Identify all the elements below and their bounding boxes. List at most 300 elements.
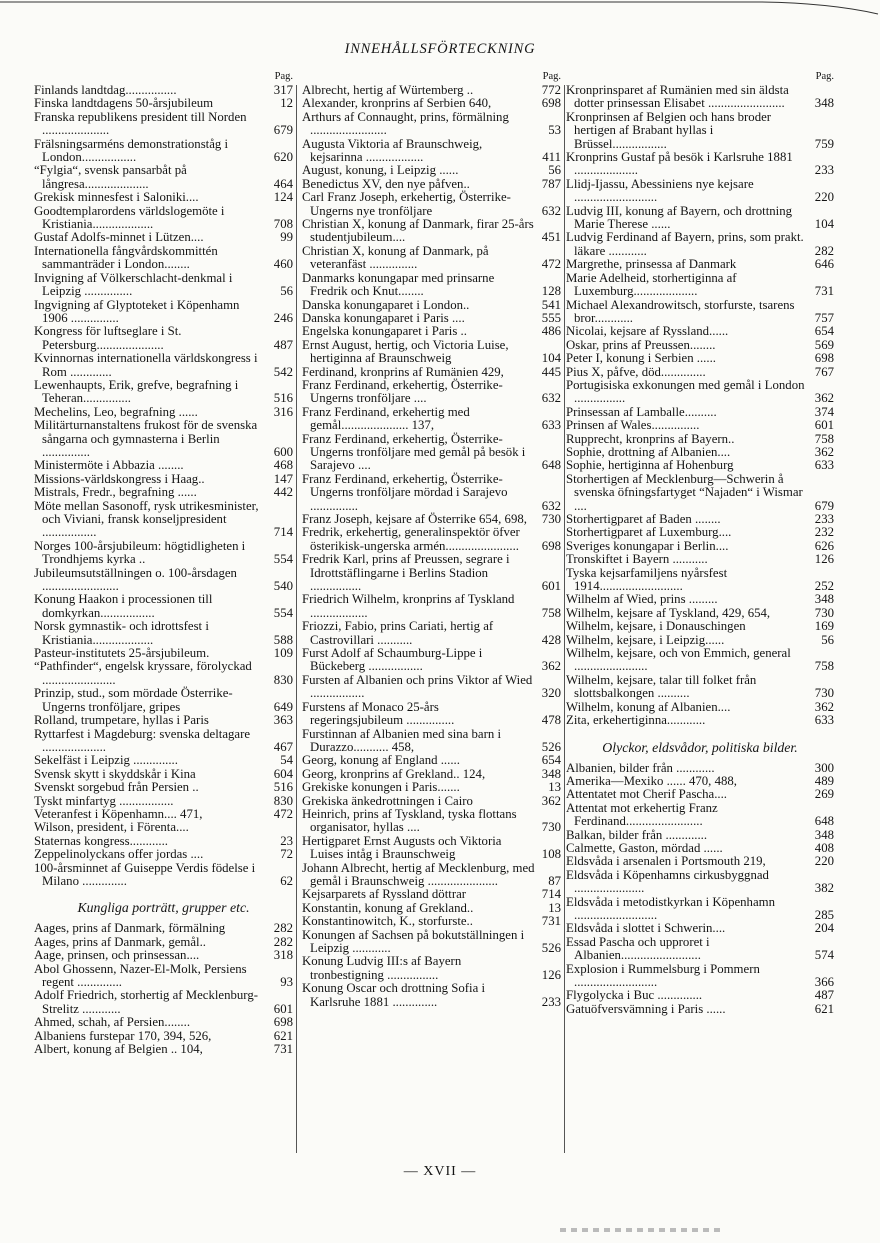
entry-page-number: 730 — [814, 686, 834, 701]
entry-text: Christian X, konung af Danmark, på veteranfäst ............... — [302, 243, 489, 272]
index-entry — [34, 191, 293, 204]
index-entry — [566, 989, 834, 1002]
entry-text: Albaniens furstepar 170, 394, 526, — [34, 1028, 212, 1043]
section-heading: Olyckor, eldsvådor, politiska bilder. — [602, 739, 798, 755]
entry-page-number: 654 — [541, 753, 561, 768]
index-entry — [302, 379, 561, 406]
entry-page-number: 526 — [541, 739, 561, 754]
index-entry — [34, 272, 293, 299]
index-entry — [566, 674, 834, 701]
entry-text: Franz Joseph, kejsare af Österrike 654, 698, — [302, 512, 527, 526]
index-entry — [302, 862, 561, 889]
index-entry — [34, 84, 293, 97]
index-entry — [566, 513, 834, 526]
entry-text: Portugisiska exkonungen med gemål i London ................ — [566, 377, 805, 406]
page-number-footer: — XVII — — [403, 1164, 477, 1179]
entry-text: Eldsvåda i Köpenhamns cirkusbyggnad ...................... — [566, 867, 769, 896]
entry-text: Georg, kronprins af Grekland.. 124, — [302, 766, 486, 781]
entry-page-number: 588 — [273, 632, 293, 647]
index-entry — [34, 936, 293, 949]
index-entry — [566, 620, 834, 633]
index-entry — [566, 842, 834, 855]
entry-page-number: 714 — [273, 525, 293, 540]
index-entry — [34, 473, 293, 486]
index-entry — [302, 164, 561, 177]
entry-page-number: 54 — [280, 753, 293, 768]
entry-page-number: 714 — [541, 887, 561, 902]
index-entry — [566, 446, 834, 459]
index-entry — [34, 299, 293, 326]
entry-page-number: 626 — [814, 538, 834, 553]
entry-text: Ministermöte i Abbazia ........ — [34, 458, 184, 473]
entry-text: Llidj-Ijassu, Abessiniens nye kejsare .......................... — [566, 176, 754, 205]
entry-text: Tronskiftet i Bayern ........... — [566, 552, 708, 567]
entry-text: Zita, erkehertiginna............ — [566, 713, 706, 728]
entry-text: Gatuöfversvämning i Paris ...... — [566, 1001, 726, 1016]
entry-page-number: 758 — [814, 659, 834, 674]
index-entry — [302, 674, 561, 701]
index-entry — [566, 366, 834, 379]
index-entry — [302, 768, 561, 781]
entry-page-number: 830 — [273, 672, 293, 687]
entry-page-number: 554 — [273, 605, 293, 620]
entry-text: Wilhelm, kejsare af Tyskland, 429, 654, — [566, 605, 771, 620]
entry-text: Furstinnan af Albanien med sina barn i Durazzo........... 458, — [302, 726, 502, 754]
index-entry — [302, 339, 561, 366]
entry-text: Invigning af Völkerschlacht-denkmal i Leipzig ............... — [34, 270, 233, 299]
entry-page-number: 104 — [541, 351, 561, 366]
entry-text: Lewenhaupts, Erik, grefve, begrafning i Teheran............... — [34, 377, 239, 406]
entry-text: Fursten af Albanien och prins Viktor af Wied ................. — [302, 672, 533, 701]
index-entry — [34, 205, 293, 232]
index-entry — [302, 754, 561, 767]
entry-page-number: 830 — [273, 793, 293, 808]
entry-page-number: 468 — [273, 458, 293, 473]
entry-text: Finska landtdagens 50-årsjubileum — [34, 96, 214, 111]
index-entry — [566, 896, 834, 923]
index-entry — [302, 888, 561, 901]
entry-page-number: 648 — [814, 814, 834, 829]
index-entry — [34, 138, 293, 165]
entry-text: Internationella fångvårdskommittén sammanträder i London........ — [34, 243, 218, 272]
index-entry — [566, 339, 834, 352]
entry-text: Svensk skytt i skyddskår i Kina — [34, 766, 196, 781]
index-entry — [302, 325, 561, 338]
entry-text: “Fylgia“, svensk pansarbåt på långresa.................... — [34, 163, 187, 191]
entry-page-number: 362 — [814, 391, 834, 406]
entry-page-number: 478 — [541, 713, 561, 728]
entry-text: Albrecht, hertig af Würtemberg .. — [302, 83, 474, 97]
entry-text: Konung Oscar och drottning Sofia i Karlsruhe 1881 .............. — [302, 981, 486, 1009]
entry-page-number: 23 — [280, 833, 293, 848]
entry-page-number: 56 — [548, 163, 561, 178]
index-entry — [34, 379, 293, 406]
entry-text: Rupprecht, kronprins af Bayern.. — [566, 431, 735, 446]
entry-page-number: 633 — [541, 418, 561, 433]
index-entry — [566, 473, 834, 513]
index-entry — [566, 775, 834, 788]
index-entry — [34, 647, 293, 660]
entry-page-number: 348 — [814, 827, 834, 842]
entry-text: Konung Haakon i processionen till domkyrkan................. — [34, 592, 213, 620]
entry-page-number: 13 — [548, 900, 561, 915]
entry-page-number: 411 — [542, 150, 561, 165]
index-entry — [34, 660, 293, 687]
index-entry — [34, 1043, 293, 1056]
entry-text: Kronprinsen af Belgien och hans broder hertigen af Brabant hyllas i Brüssel................. — [566, 109, 772, 151]
entry-page-number: 472 — [273, 806, 293, 821]
entry-page-number: 93 — [280, 975, 293, 989]
entry-text: Wilhelm, kejsare, och von Emmich, general ....................... — [566, 646, 791, 674]
entry-text: Heinrich, prins af Tyskland, tyska flottans organisator, hyllas .... — [302, 806, 517, 835]
entry-text: Fredrik Karl, prins af Preussen, segrare i Idrottstäflingarne i Berlins Stadion ................ — [302, 552, 510, 594]
index-entry — [34, 419, 293, 459]
index-entry — [302, 272, 561, 299]
entry-page-number: 731 — [814, 284, 834, 299]
entry-page-number: 730 — [541, 512, 561, 526]
entry-page-number: 318 — [273, 948, 293, 963]
entry-page-number: 232 — [814, 525, 834, 540]
index-entry — [34, 486, 293, 499]
entry-page-number: 451 — [541, 230, 561, 245]
index-entry — [34, 325, 293, 352]
index-entry — [34, 862, 293, 889]
entry-page-number: 757 — [814, 310, 834, 325]
entry-text: Wilhelm, kejsare, i Leipzig...... — [566, 632, 725, 647]
entry-text: “Pathfinder“, engelsk kryssare, förolyckad ....................... — [34, 659, 252, 687]
entry-page-number: 362 — [541, 793, 561, 808]
entry-text: Wilhelm af Wied, prins ......... — [566, 592, 718, 607]
entry-page-number: 767 — [814, 364, 834, 379]
index-entry — [566, 151, 834, 178]
entry-page-number: 604 — [273, 766, 293, 781]
entry-page-number: 600 — [273, 444, 293, 459]
entry-text: Flygolycka i Buc .............. — [566, 988, 703, 1003]
entry-text: Prinsessan af Lamballe.......... — [566, 404, 717, 419]
entry-text: Furst Adolf af Schaumburg-Lippe i Bückeberg ................. — [302, 646, 483, 674]
entry-page-number: 126 — [814, 552, 834, 567]
entry-page-number: 787 — [541, 176, 561, 191]
index-entry — [302, 138, 561, 165]
entry-text: Norges 100-årsjubileum: högtidligheten i Trondhjems kyrka .. — [34, 538, 246, 567]
entry-text: Augusta Viktoria af Braunschweig, kejsarinna .................. — [302, 136, 483, 165]
column-divider — [296, 85, 297, 1153]
index-entry — [566, 829, 834, 842]
entry-text: Sophie, hertiginna af Hohenburg — [566, 458, 734, 473]
entry-text: Alexander, kronprins af Serbien 640, — [302, 96, 492, 111]
index-entry — [34, 111, 293, 138]
entry-text: Friedrich Wilhelm, kronprins af Tyskland .................. — [302, 592, 515, 620]
entry-page-number: 621 — [814, 1001, 834, 1016]
entry-page-number: 374 — [814, 404, 834, 419]
entry-text: Goodtemplarordens världslogemöte i Kristiania................... — [34, 203, 225, 232]
entry-page-number: 621 — [273, 1028, 293, 1043]
entry-text: Tyskt minfartyg ................. — [34, 793, 174, 808]
index-entry — [566, 634, 834, 647]
entry-page-number: 464 — [273, 176, 293, 191]
index-entry — [566, 855, 834, 868]
entry-page-number: 698 — [273, 1015, 293, 1030]
index-entry — [566, 406, 834, 419]
entry-page-number: 730 — [541, 820, 561, 835]
entry-text: Arthurs af Connaught, prins, förmälning ........................ — [302, 109, 509, 138]
entry-page-number: 554 — [273, 552, 293, 567]
entry-page-number: 654 — [814, 324, 834, 339]
entry-page-number: 366 — [814, 975, 834, 989]
entry-page-number: 362 — [814, 699, 834, 714]
index-entry — [302, 245, 561, 272]
index-entry — [34, 620, 293, 647]
entry-page-number: 445 — [541, 364, 561, 379]
entry-text: Sveriges konungapar i Berlin.... — [566, 538, 729, 553]
index-entry — [302, 795, 561, 808]
entry-text: Attentat mot erkehertig Franz Ferdinand........................ — [566, 800, 718, 829]
entry-page-number: 108 — [541, 847, 561, 862]
entry-page-number: 147 — [273, 471, 293, 486]
entry-text: Svenskt sorgebud från Persien .. — [34, 780, 199, 795]
entry-text: Abol Ghossenn, Nazer-El-Molk, Persiens regent .............. — [34, 961, 247, 989]
entry-page-number: 56 — [821, 632, 834, 647]
index-entry — [34, 714, 293, 727]
entry-page-number: 56 — [280, 284, 293, 299]
entry-page-number: 679 — [273, 123, 293, 138]
entry-text: Engelska konungaparet i Paris .. — [302, 324, 467, 339]
entry-text: Eldsvåda i slottet i Schwerin.... — [566, 921, 726, 936]
index-entry — [566, 647, 834, 674]
entry-text: Konstantin, konung af Grekland.. — [302, 900, 474, 915]
entry-page-number: 408 — [814, 840, 834, 855]
entry-page-number: 233 — [814, 163, 834, 178]
entry-page-number: 526 — [541, 941, 561, 955]
entry-text: Franz Ferdinand, erkehertig, Österrike-Ungerns tronföljare .... — [302, 377, 503, 406]
entry-text: Ludvig III, konung af Bayern, och drottning Marie Therese ...... — [566, 203, 793, 232]
entry-page-number: 169 — [814, 619, 834, 634]
entry-text: Attentatet mot Cherif Pascha.... — [566, 787, 727, 802]
index-entry — [34, 593, 293, 620]
entry-page-number: 758 — [814, 431, 834, 446]
index-entry — [302, 902, 561, 915]
index-entry — [302, 593, 561, 620]
entry-page-number: 460 — [273, 257, 293, 272]
entry-page-number: 233 — [541, 994, 561, 1009]
entry-page-number: 516 — [273, 780, 293, 795]
index-entry — [566, 607, 834, 620]
index-entry — [302, 433, 561, 473]
index-entry — [566, 84, 834, 111]
entry-page-number: 246 — [273, 310, 293, 325]
index-entry — [302, 312, 561, 325]
entry-text: Pasteur-institutets 25-årsjubileum. — [34, 646, 210, 661]
entry-page-number: 649 — [273, 699, 293, 714]
entry-text: Aage, prinsen, och prinsessan.... — [34, 948, 200, 963]
index-entry — [34, 567, 293, 594]
index-entry — [566, 714, 834, 727]
index-column-2 — [302, 70, 561, 1150]
entry-text: Michael Alexandrowitsch, storfurste, tsarens bror............ — [566, 297, 795, 325]
entry-page-number: 99 — [280, 230, 293, 245]
entry-text: Prinsen af Wales............... — [566, 418, 700, 433]
entry-page-number: 252 — [814, 579, 834, 594]
index-entry — [34, 406, 293, 419]
entry-page-number: 569 — [814, 337, 834, 352]
entry-text: Margrethe, prinsessa af Danmark — [566, 257, 737, 272]
index-entry — [302, 728, 561, 755]
index-entry — [566, 701, 834, 714]
entry-page-number: 233 — [814, 512, 834, 526]
entry-text: Aages, prins af Danmark, gemål.. — [34, 934, 206, 949]
index-entry — [34, 1016, 293, 1029]
index-entry — [34, 728, 293, 755]
index-entry — [302, 299, 561, 312]
entry-text: Wilhelm, kejsare, i Donauschingen — [566, 619, 746, 634]
entry-page-number: 362 — [814, 444, 834, 459]
index-entry — [566, 762, 834, 775]
entry-page-number: 300 — [814, 760, 834, 775]
entry-page-number: 698 — [541, 538, 561, 553]
section-heading: Kungliga porträtt, grupper etc. — [77, 900, 250, 916]
entry-page-number: 731 — [273, 1042, 293, 1057]
entry-page-number: 348 — [814, 592, 834, 607]
index-entry — [566, 1003, 834, 1016]
entry-text: Storhertigparet af Luxemburg.... — [566, 525, 732, 540]
entry-page-number: 282 — [814, 243, 834, 258]
index-entry — [566, 231, 834, 258]
entry-page-number: 646 — [814, 257, 834, 272]
entry-text: Zeppelinolyckans offer jordas .... — [34, 847, 204, 862]
entry-text: Georg, konung af England ...... — [302, 753, 460, 768]
index-entry — [302, 647, 561, 674]
entry-text: Pius X, påfve, död.............. — [566, 364, 706, 379]
entry-page-number: 316 — [273, 404, 293, 419]
entry-text: Staternas kongress............ — [34, 833, 168, 848]
entry-page-number: 633 — [814, 458, 834, 473]
entry-page-number: 632 — [541, 203, 561, 218]
index-entry — [566, 111, 834, 151]
entry-page-number: 428 — [541, 632, 561, 647]
entry-text: Wilson, president, i Förenta.... — [34, 820, 189, 835]
entry-page-number: 540 — [273, 579, 293, 594]
entry-text: Danmarks konungapar med prinsarne Fredrik och Knut........ — [302, 270, 495, 299]
index-entry — [302, 366, 561, 379]
index-entry — [34, 795, 293, 808]
entry-page-number: 382 — [814, 881, 834, 896]
entry-page-number: 759 — [814, 136, 834, 151]
entry-page-number: 516 — [273, 391, 293, 406]
index-entry — [566, 325, 834, 338]
entry-text: Prinzip, stud., som mördade Österrike-Ungerns tronföljare, gripes — [34, 686, 233, 714]
index-entry — [34, 231, 293, 244]
entry-text: Storhertigen af Mecklenburg—Schwerin å svenska öfningsfartyget “Najaden“ i Wismar .... — [566, 471, 803, 513]
index-entry — [566, 433, 834, 446]
entry-text: Grekiske konungen i Paris....... — [302, 780, 460, 795]
entry-text: Konstantinowitch, K., storfurste.. — [302, 914, 473, 929]
entry-text: Kongress för luftseglare i St. Petersburg..................... — [34, 324, 182, 352]
index-entry — [566, 869, 834, 896]
index-entry — [302, 191, 561, 218]
column-divider — [564, 85, 565, 1153]
entry-text: Konung Ludvig III:s af Bayern tronbestigning ................ — [302, 954, 462, 982]
entry-page-number: 489 — [814, 773, 834, 788]
pag-label: Pag. — [274, 71, 293, 82]
entry-page-number: 772 — [541, 83, 561, 97]
entry-page-number: 363 — [273, 713, 293, 728]
entry-page-number: 601 — [273, 1001, 293, 1016]
entry-page-number: 12 — [280, 96, 293, 111]
page-edge-line — [0, 0, 880, 20]
entry-text: Möte mellan Sasonoff, rysk utrikesminister, och Viviani, fransk konseljpresident ................. — [34, 498, 259, 540]
entry-text: Franz Ferdinand, erkehertig, Österrike-Ungerns tronföljare mördad i Sarajevo ............... — [302, 471, 508, 513]
index-entry — [566, 178, 834, 205]
entry-page-number: 72 — [280, 847, 293, 862]
entry-page-number: 758 — [541, 605, 561, 620]
entry-text: Albert, konung af Belgien .. 104, — [34, 1042, 203, 1057]
entry-page-number: 601 — [814, 418, 834, 433]
index-entry — [302, 955, 561, 982]
entry-text: Kejsarparets af Ryssland döttrar — [302, 887, 467, 902]
entry-text: Explosion i Rummelsburg i Pommern .......................... — [566, 961, 760, 989]
entry-text: Kronprins Gustaf på besök i Karlsruhe 1881 .................... — [566, 150, 793, 178]
index-entry — [566, 379, 834, 406]
entry-text: Grekisk minnesfest i Saloniki.... — [34, 190, 199, 205]
entry-text: Eldsvåda i arsenalen i Portsmouth 219, — [566, 854, 766, 869]
entry-page-number: 285 — [814, 907, 834, 922]
entry-text: Jubileumsutställningen o. 100-årsdagen ........................ — [34, 565, 237, 594]
scan-artifact — [560, 1228, 720, 1232]
entry-page-number: 442 — [273, 485, 293, 500]
entry-text: Franska republikens president till Norden ..................... — [34, 109, 247, 138]
entry-text: Mistrals, Fredr., begrafning ...... — [34, 485, 197, 500]
entry-page-number: 698 — [541, 96, 561, 111]
entry-text: Eldsvåda i metodistkyrkan i Köpenhamn .......................... — [566, 894, 775, 922]
entry-text: Kvinnornas internationella världskongress i Rom ............. — [34, 351, 258, 379]
index-entry — [34, 97, 293, 110]
index-entry — [34, 1030, 293, 1043]
entry-text: Amerika—Mexiko ...... 470, 488, — [566, 773, 737, 788]
entry-text: Ferdinand, kronprins af Rumänien 429, — [302, 364, 504, 379]
index-entry — [302, 982, 561, 1009]
entry-page-number: 204 — [814, 921, 834, 936]
index-entry — [566, 540, 834, 553]
index-entry — [34, 963, 293, 990]
entry-page-number: 362 — [541, 659, 561, 674]
index-entry — [34, 245, 293, 272]
entry-page-number: 486 — [541, 324, 561, 339]
entry-page-number: 317 — [273, 83, 293, 97]
entry-text: Danska konungaparet i Paris .... — [302, 310, 465, 325]
entry-text: Calmette, Gaston, mördad ...... — [566, 840, 723, 855]
index-entry — [566, 459, 834, 472]
entry-page-number: 731 — [541, 914, 561, 929]
entry-page-number: 487 — [814, 988, 834, 1003]
entry-text: Ludvig Ferdinand af Bayern, prins, som prakt. läkare ............ — [566, 230, 804, 258]
index-entry — [302, 178, 561, 191]
index-entry — [566, 788, 834, 801]
entry-page-number: 109 — [273, 646, 293, 661]
entry-page-number: 320 — [541, 686, 561, 701]
entry-page-number: 648 — [541, 458, 561, 473]
index-entry — [302, 915, 561, 928]
entry-text: Sekelfäst i Leipzig .............. — [34, 753, 178, 768]
entry-page-number: 348 — [814, 96, 834, 111]
entry-page-number: 541 — [541, 297, 561, 312]
index-entry — [34, 821, 293, 834]
entry-text: Storhertigparet af Baden ........ — [566, 512, 721, 526]
entry-page-number: 87 — [548, 873, 561, 888]
index-entry — [302, 553, 561, 593]
index-entry — [302, 218, 561, 245]
entry-text: Peter I, konung i Serbien ...... — [566, 351, 716, 366]
index-entry — [566, 567, 834, 594]
